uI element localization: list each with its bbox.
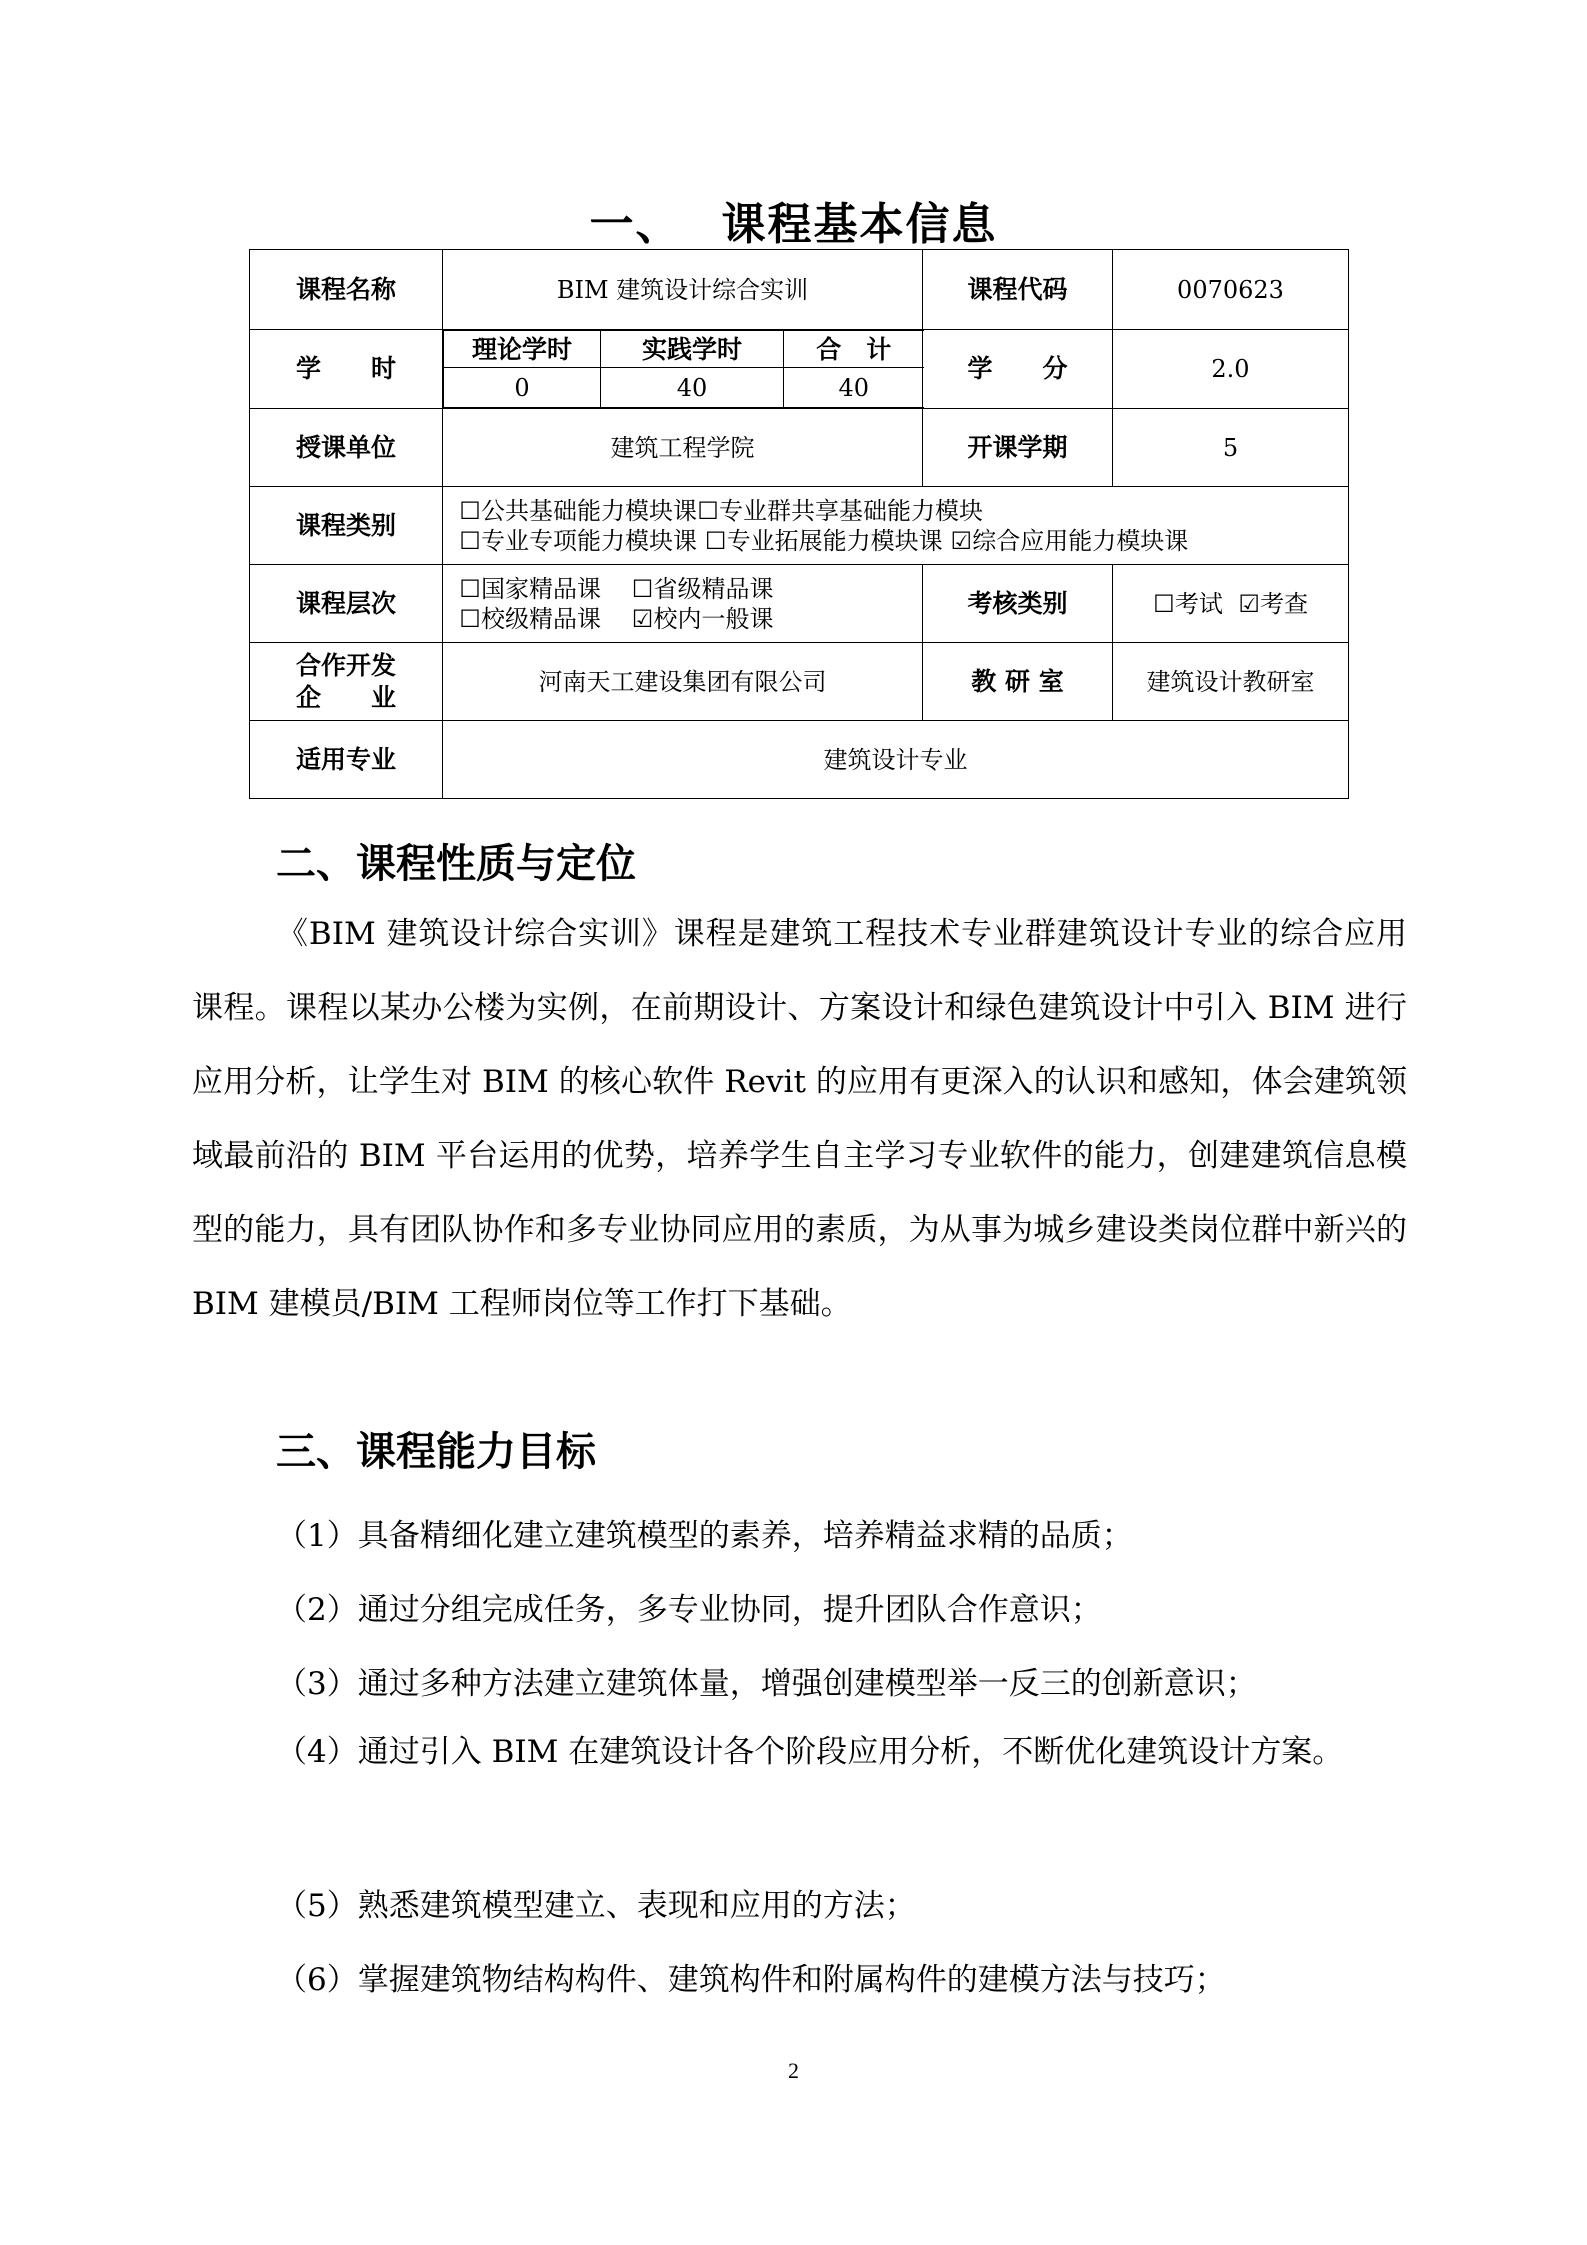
major-value: 建筑设计专业 [443, 721, 1349, 799]
major-label: 适用专业 [250, 721, 443, 799]
objective-item: （5）熟悉建筑模型建立、表现和应用的方法； [276, 1888, 916, 1924]
category-option[interactable]: ☐公共基础能力模块课 [459, 496, 697, 525]
checkbox-icon[interactable]: ☐ [704, 526, 727, 555]
hours-cell [443, 330, 923, 409]
section3-heading: 三、课程能力目标 [276, 1429, 596, 1475]
partner-value: 河南天工建设集团有限公司 [443, 643, 923, 721]
objective-item: （1）具备精细化建立建筑模型的素养，培养精益求精的品质； [276, 1518, 1133, 1554]
total-hours-label: 合 计 [784, 331, 924, 368]
course-info-table [249, 249, 1349, 799]
semester-value: 5 [1113, 409, 1349, 487]
section1-number: 一、 [589, 199, 682, 250]
objective-item: （4）通过引入 BIM 在建筑设计各个阶段应用分析，不断优化建筑设计方案。 [276, 1734, 1344, 1770]
total-hours-value: 40 [784, 368, 924, 408]
objective-item: （2）通过分组完成任务，多专业协同，提升团队合作意识； [276, 1592, 1102, 1628]
course-code-label: 课程代码 [923, 250, 1113, 330]
category-label: 课程类别 [250, 487, 443, 565]
level-option[interactable]: ☐校级精品课 [459, 604, 601, 633]
checked-checkbox-icon[interactable]: ☑ [950, 526, 973, 555]
assessment-option[interactable]: ☑考查 [1238, 589, 1309, 618]
category-options [443, 487, 1349, 565]
category-option[interactable]: ☐专业群共享基础能力模块 [697, 496, 983, 525]
level-options [443, 565, 923, 643]
theory-hours-value: 0 [444, 368, 601, 408]
level-option[interactable]: ☐省级精品课 [631, 574, 774, 603]
unit-label: 授课单位 [250, 409, 443, 487]
category-option[interactable]: ☐专业拓展能力模块课 [704, 526, 943, 555]
level-option[interactable]: ☑校内一般课 [631, 604, 774, 633]
practice-hours-value: 40 [601, 368, 784, 408]
course-code-value: 0070623 [1113, 250, 1349, 330]
checked-checkbox-icon[interactable]: ☑ [631, 604, 654, 633]
section2-paragraph: 《BIM 建筑设计综合实训》课程是建筑工程技术专业群建筑设计专业的综合应用课程。课程以某办公楼为实例，在前期设计、方案设计和绿色建筑设计中引入 BIM 进行应用分析，让学生对 BIM 的核心软件 Revit 的应用有更深入的认识和感知，体会建筑领域最前沿的 BIM 平台运用的优势，培养学生自主学习专业软件的能力，创建建筑信息模型的能力，具有团队协作和多专业协同应用的素质，为从事为城乡建设类岗位群中新兴的 BIM 建模员/BIM 工程师岗位等工作打下基础。 [192, 916, 1407, 1322]
section1-title: 课程基本信息 [721, 199, 998, 250]
assessment-label: 考核类别 [923, 565, 1113, 643]
unit-value: 建筑工程学院 [443, 409, 923, 487]
partner-label: 合作开发 企 业 [250, 643, 443, 721]
checkbox-icon[interactable]: ☐ [459, 526, 481, 555]
assessment-options [1113, 565, 1349, 643]
section2-heading: 二、课程性质与定位 [276, 841, 636, 887]
course-name-value: BIM 建筑设计综合实训 [443, 250, 923, 330]
objective-item: （6）掌握建筑物结构构件、建筑构件和附属构件的建模方法与技巧； [276, 1962, 1226, 1998]
page-number: 2 [788, 2058, 799, 2083]
office-value: 建筑设计教研室 [1113, 643, 1349, 721]
checkbox-icon[interactable]: ☐ [631, 574, 654, 603]
level-label: 课程层次 [250, 565, 443, 643]
theory-hours-label: 理论学时 [444, 331, 601, 368]
checkbox-icon[interactable]: ☐ [459, 604, 481, 633]
practice-hours-label: 实践学时 [601, 331, 784, 368]
credits-label: 学 分 [923, 330, 1113, 409]
checked-checkbox-icon[interactable]: ☑ [1238, 589, 1260, 618]
level-option[interactable]: ☐国家精品课 [459, 574, 601, 603]
checkbox-icon[interactable]: ☐ [1153, 589, 1175, 618]
checkbox-icon[interactable]: ☐ [697, 496, 719, 525]
credits-value: 2.0 [1113, 330, 1349, 409]
category-option[interactable]: ☐专业专项能力模块课 [459, 526, 697, 555]
semester-label: 开课学期 [923, 409, 1113, 487]
checkbox-icon[interactable]: ☐ [459, 574, 481, 603]
section1-heading [0, 188, 1587, 252]
checkbox-icon[interactable]: ☐ [459, 496, 481, 525]
hours-breakdown [443, 330, 924, 408]
hours-label: 学 时 [250, 330, 443, 409]
objective-item: （3）通过多种方法建立建筑体量，增强创建模型举一反三的创新意识； [276, 1666, 1257, 1702]
office-label: 教 研 室 [923, 643, 1113, 721]
category-option[interactable]: ☑综合应用能力模块课 [950, 526, 1189, 555]
assessment-option[interactable]: ☐考试 [1153, 589, 1223, 618]
course-name-label: 课程名称 [250, 250, 443, 330]
